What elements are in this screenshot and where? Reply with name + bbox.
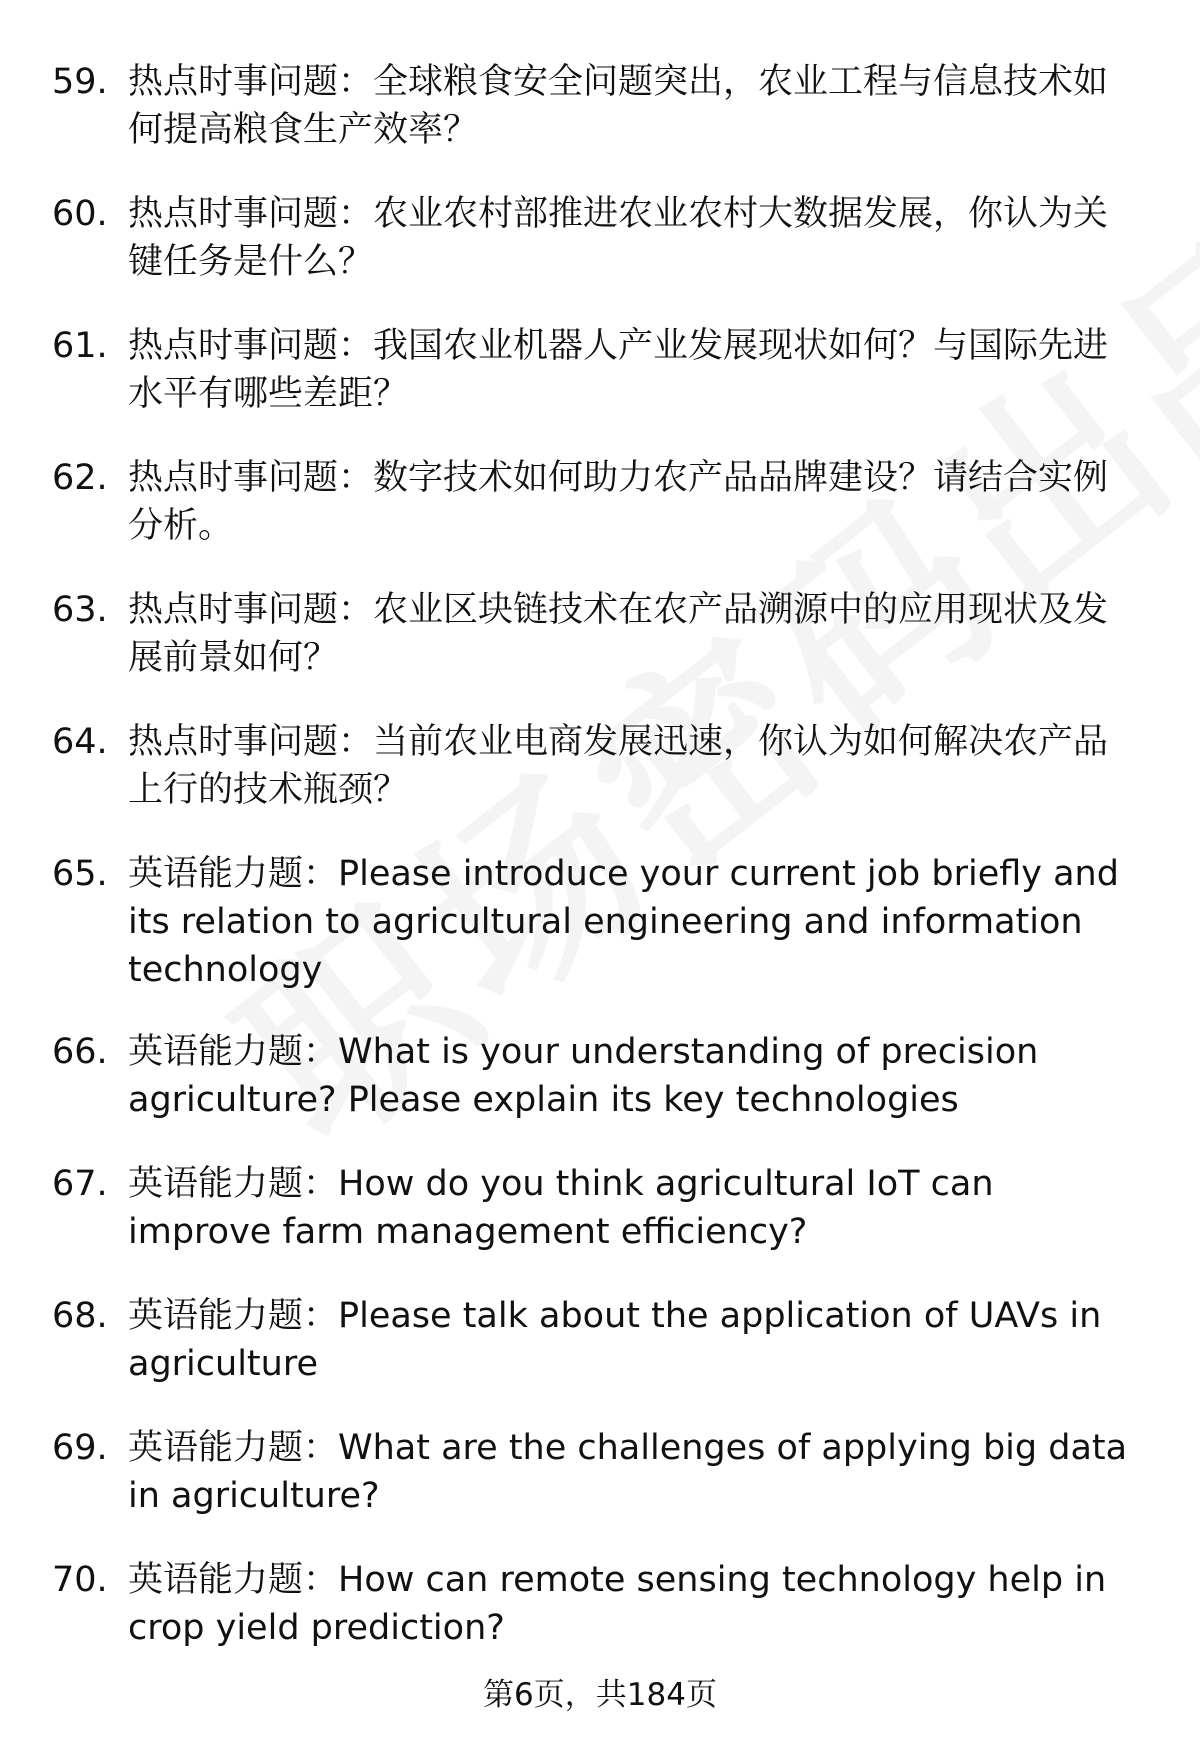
question-item-65: [0, 850, 1200, 1028]
question-text: 英语能力题：Please introduce your current job briefly and its relation to agricultural engineering and information technology: [128, 854, 1119, 990]
question-number: 62.: [52, 458, 108, 498]
question-number: 59.: [52, 62, 108, 102]
page-number-footer: 第6页，共184页: [483, 1677, 717, 1713]
question-number: 70.: [52, 1560, 108, 1600]
question-text: 英语能力题：How do you think agricultural IoT can improve farm management efficiency?: [128, 1164, 994, 1252]
question-item-64: [0, 718, 1200, 850]
question-text: 热点时事问题：当前农业电商发展迅速，你认为如何解决农产品上行的技术瓶颈？: [128, 722, 1109, 810]
question-number: 67.: [52, 1164, 108, 1204]
question-text: 热点时事问题：农业区块链技术在农产品溯源中的应用现状及发展前景如何？: [128, 590, 1109, 678]
question-text: 英语能力题：What is your understanding of precision agriculture? Please explain its key technologies: [128, 1032, 1039, 1120]
question-list: [0, 58, 1200, 1688]
question-text: 热点时事问题：全球粮食安全问题突出，农业工程与信息技术如何提高粮食生产效率？: [128, 62, 1109, 150]
question-number: 60.: [52, 194, 108, 234]
question-item-70: [0, 1556, 1200, 1688]
question-item-69: [0, 1424, 1200, 1556]
question-item-61: [0, 322, 1200, 454]
question-number: 65.: [52, 854, 108, 894]
question-number: 68.: [52, 1296, 108, 1336]
question-number: 64.: [52, 722, 108, 762]
question-text: 英语能力题：How can remote sensing technology help in crop yield prediction?: [128, 1560, 1107, 1648]
question-number: 66.: [52, 1032, 108, 1072]
question-text: 热点时事问题：数字技术如何助力农产品品牌建设？请结合实例分析。: [128, 458, 1109, 546]
question-number: 61.: [52, 326, 108, 366]
question-text: 热点时事问题：我国农业机器人产业发展现状如何？与国际先进水平有哪些差距？: [128, 326, 1109, 414]
question-text: 英语能力题：Please talk about the application of UAVs in agriculture: [128, 1296, 1102, 1384]
question-item-63: [0, 586, 1200, 718]
question-item-62: [0, 454, 1200, 586]
question-item-67: [0, 1160, 1200, 1292]
question-text: 英语能力题：What are the challenges of applying big data in agriculture?: [128, 1428, 1128, 1516]
question-item-59: [0, 58, 1200, 190]
question-item-66: [0, 1028, 1200, 1160]
question-number: 63.: [52, 590, 108, 630]
question-item-60: [0, 190, 1200, 322]
question-item-68: [0, 1292, 1200, 1424]
question-text: 热点时事问题：农业农村部推进农业农村大数据发展，你认为关键任务是什么？: [128, 194, 1109, 282]
question-number: 69.: [52, 1428, 108, 1468]
